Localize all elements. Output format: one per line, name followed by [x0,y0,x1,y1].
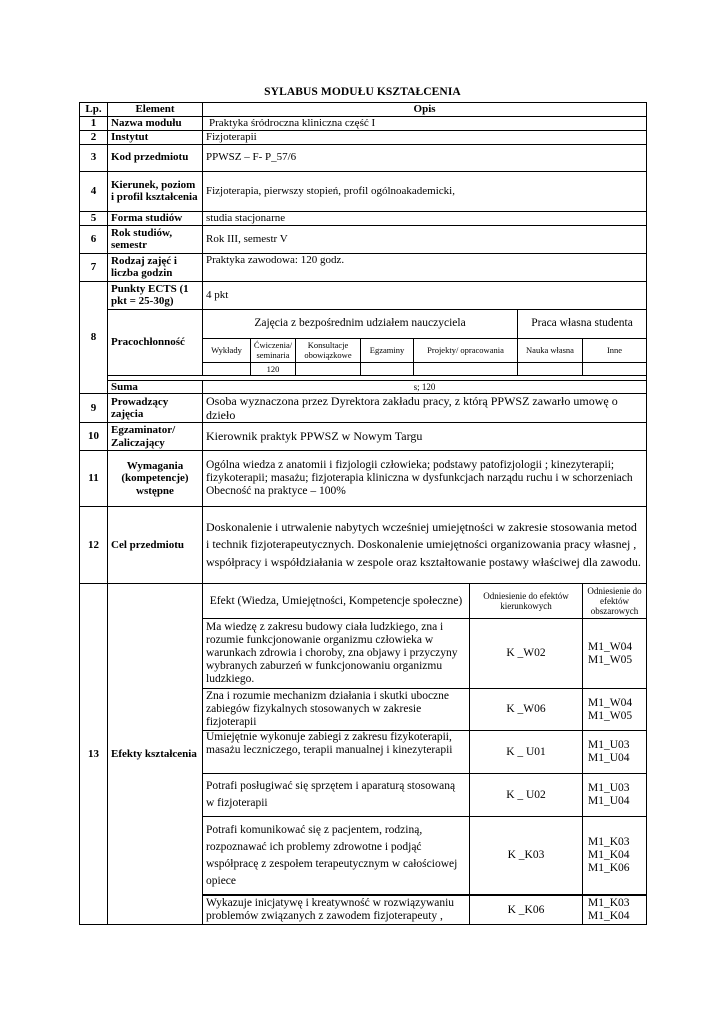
row-value: Praktyka zawodowa: 120 godz. [203,253,647,281]
ects-value: 4 pkt [203,281,647,309]
row-4 [80,171,647,211]
col-lectures: Wykłady [203,338,251,362]
effect-text: Potrafi posługiwać się sprzętem i aparaturą stosowaną w fizjoterapii [203,774,470,817]
row-value: Kierownik praktyk PPWSZ w Nowym Targu [203,423,647,451]
requirements-text: Ogólna wiedza z anatomii i fizjologii człowieka; podstawy patofizjologii ; kinezyterapii; fizykoterapii; masażu; fizjoterapia kliniczna w dysfunkcjach narządu ruchu i w schorzeniach [206,459,633,484]
row-label: Instytut [108,130,203,144]
row-number: 9 [80,394,108,423]
row-1 [80,116,647,130]
row-value: Rok III, semestr V [203,225,647,253]
row-number: 7 [80,253,108,281]
document-title: SYLABUS MODUŁU KSZTAŁCENIA [264,86,461,98]
workload-label: Pracochłonność [108,309,203,375]
row-number: 6 [80,225,108,253]
row-label: Cel przedmiotu [108,507,203,584]
row-label: Kod przedmiotu [108,144,203,171]
effects-col-effect: Efekt (Wiedza, Umiejętności, Kompetencje społeczne) [203,584,470,619]
row-8-groups [80,309,647,338]
row-value: Osoba wyznaczona przez Dyrektora zakładu pracy, z którą PPWSZ zawarło umowę o dzieło [203,394,647,423]
row-7 [80,253,647,281]
row-number: 10 [80,423,108,451]
col-projects: Projekty/ opracowania [414,338,518,362]
effects-col-area: Odniesienie do efektów obszarowych [583,584,647,619]
effect-directional: K _W06 [470,689,583,731]
row-label: Rodzaj zajęć i liczba godzin [108,253,203,281]
col-exams: Egzaminy [361,338,414,362]
row-label: Kierunek, poziom i profil kształcenia [108,171,203,211]
hours-self-study [518,362,583,375]
row-3 [80,144,647,171]
row-12 [80,507,647,584]
row-label: Prowadzący zajęcia [108,394,203,423]
col-consultations: Konsultacje obowiązkowe [296,338,361,362]
syllabus-table [79,102,647,925]
row-value: studia stacjonarne [203,211,647,225]
effect-text: Ma wiedzę z zakresu budowy ciała ludzkiego, zna i rozumie funkcjonowanie organizmu człowieka w warunkach zdrowia i choroby, zna objawy i przyczyny wybranych zaburzeń w funkcjonowaniu organizmu ludzkiego. [203,619,470,689]
col-other: Inne [583,338,647,362]
row-number: 8 [80,281,108,394]
effect-text: Zna i rozumie mechanizm działania i skutki uboczne zabiegów fizykalnych stosowanych w zakresie fizjoterapii [203,689,470,731]
row-5 [80,211,647,225]
row-label: Forma studiów [108,211,203,225]
row-label: Rok studiów, semestr [108,225,203,253]
effect-text: Potrafi komunikować się z pacjentem, rodziną, rozpoznawać ich problemy zdrowotne i podjąć współpracę z zespołem terapeutycznym w całościowej opiece [203,817,470,895]
effect-directional: K _K03 [470,817,583,895]
row-label: Efekty kształcenia [108,584,203,925]
row-8-ects [80,281,647,309]
header-opis: Opis [203,103,647,117]
col-self-study: Nauka własna [518,338,583,362]
row-number: 13 [80,584,108,925]
effect-directional: K _ U01 [470,731,583,774]
row-2 [80,130,647,144]
hours-projects [414,362,518,375]
row-label: Nazwa modułu [108,116,203,130]
attendance-text: Obecność na praktyce – 100% [206,485,346,497]
row-label: Wymagania (kompetencje) wstępne [108,451,203,507]
row-10 [80,423,647,451]
hours-lectures [203,362,251,375]
col-exercises: Ćwiczenia/ seminaria [251,338,296,362]
row-value: Praktyka śródroczna kliniczna część I [203,116,647,130]
row-value: Doskonalenie i utrwalenie nabytych wcześniej umiejętności w zakresie stosowania metod i technik fizjoterapeutycznych. Doskonalenie umiejętności organizowania pracy własnej , współpracy i współdziałania w zespole oraz kształtowanie postawy właściwej dla zawodu. [203,507,647,584]
row-value: Fizjoterapii [203,130,647,144]
header-lp: Lp. [80,103,108,117]
row-number: 11 [80,451,108,507]
sum-label: Suma [108,380,203,394]
effect-area: M1_K03 M1_K04 M1_K06 [583,817,647,895]
effect-area: M1_U03 M1_U04 [583,731,647,774]
effect-area: M1_K03 M1_K04 [583,896,647,925]
header-element: Element [108,103,203,117]
sum-value: s; 120 [203,380,647,394]
effect-directional: K _W02 [470,619,583,689]
self-study-header: Praca własna studenta [518,309,647,338]
effect-area: M1_W04 M1_W05 [583,619,647,689]
row-9 [80,394,647,423]
row-number: 4 [80,171,108,211]
row-number: 3 [80,144,108,171]
row-11 [80,451,647,507]
row-label: Egzaminator/ Zaliczający [108,423,203,451]
header-row [80,103,647,117]
row-value: Fizjoterapia, pierwszy stopień, profil ogólnoakademicki, [203,171,647,211]
hours-consultations [296,362,361,375]
effects-col-directional: Odniesienie do efektów kierunkowych [470,584,583,619]
effect-area: M1_U03 M1_U04 [583,774,647,817]
row-number: 2 [80,130,108,144]
hours-other [583,362,647,375]
effect-text: Umiejętnie wykonuje zabiegi z zakresu fizykoterapii, masażu leczniczego, terapii manualnej i kinezyterapii [203,731,470,774]
effect-area: M1_W04 M1_W05 [583,689,647,731]
hours-exams [361,362,414,375]
row-13-header [80,584,647,619]
hours-exercises: 120 [251,362,296,375]
row-number: 5 [80,211,108,225]
row-number: 12 [80,507,108,584]
direct-hours-header: Zajęcia z bezpośrednim udziałem nauczyciela [203,309,518,338]
effect-directional: K _K06 [470,896,583,925]
effect-text: Wykazuje inicjatywę i kreatywność w rozwiązywaniu problemów związanych z zawodem fizjoterapeuty , [203,896,470,925]
row-value: PPWSZ – F- P_57/6 [203,144,647,171]
row-number: 1 [80,116,108,130]
row-6 [80,225,647,253]
ects-label: Punkty ECTS (1 pkt = 25-30g) [108,281,203,309]
effect-directional: K _ U02 [470,774,583,817]
row-8-suma [80,380,647,394]
